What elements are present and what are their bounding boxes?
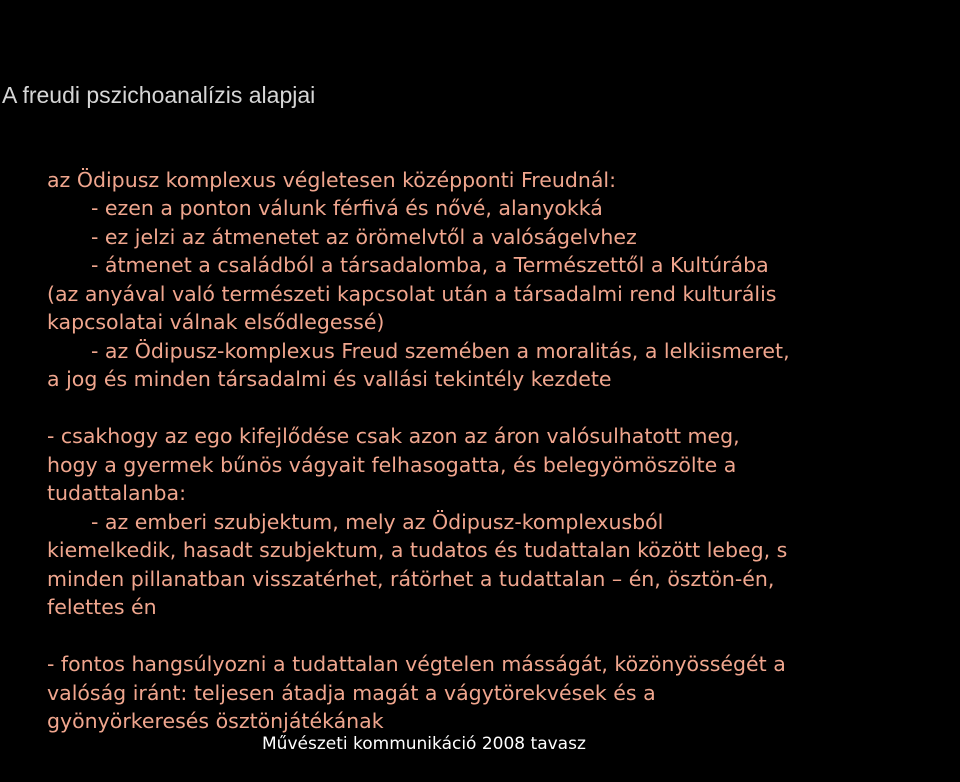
body-line: az Ödipusz komplexus végletesen középponti Freudnál:	[47, 168, 617, 192]
slide-title: A freudi pszichoanalízis alapjai	[2, 82, 316, 108]
body-line: - az emberi szubjektum, mely az Ödipusz-komplexusból	[91, 510, 664, 534]
body-line: - átmenet a családból a társadalomba, a Természettől a Kultúrába	[91, 253, 769, 277]
body-line: - csakhogy az ego kifejlődése csak azon az áron valósulhatott meg,	[47, 424, 740, 448]
body-line: - ez jelzi az átmenetet az örömelvtől a valóságelvhez	[91, 225, 637, 249]
body-line: hogy a gyermek bűnös vágyait felhasogatta, és belegyömöszölte a	[47, 453, 737, 477]
body-line: (az anyával való természeti kapcsolat után a társadalmi rend kulturális	[47, 282, 777, 306]
body-line: valóság iránt: teljesen átadja magát a vágytörekvések és a	[47, 681, 656, 705]
body-line: kapcsolatai válnak elsődlegessé)	[47, 310, 385, 334]
body-line: a jog és minden társadalmi és vallási tekintély kezdete	[47, 367, 612, 391]
body-line: kiemelkedik, hasadt szubjektum, a tudatos és tudattalan között lebeg, s	[47, 538, 788, 562]
body-line: minden pillanatban visszatérhet, rátörhet a tudattalan – én, ösztön-én,	[47, 567, 775, 591]
slide-footer: Művészeti kommunikáció 2008 tavasz	[262, 734, 586, 754]
body-line: felettes én	[47, 595, 157, 619]
body-line: gyönyörkeresés ösztönjátékának	[47, 709, 384, 733]
body-line: - az Ödipusz-komplexus Freud szemében a moralitás, a lelkiismeret,	[91, 339, 790, 363]
body-line: tudattalanba:	[47, 481, 186, 505]
body-line: - fontos hangsúlyozni a tudattalan végtelen másságát, közönyösségét a	[47, 652, 786, 676]
body-line: - ezen a ponton válunk férfivá és nővé, alanyokká	[91, 196, 603, 220]
